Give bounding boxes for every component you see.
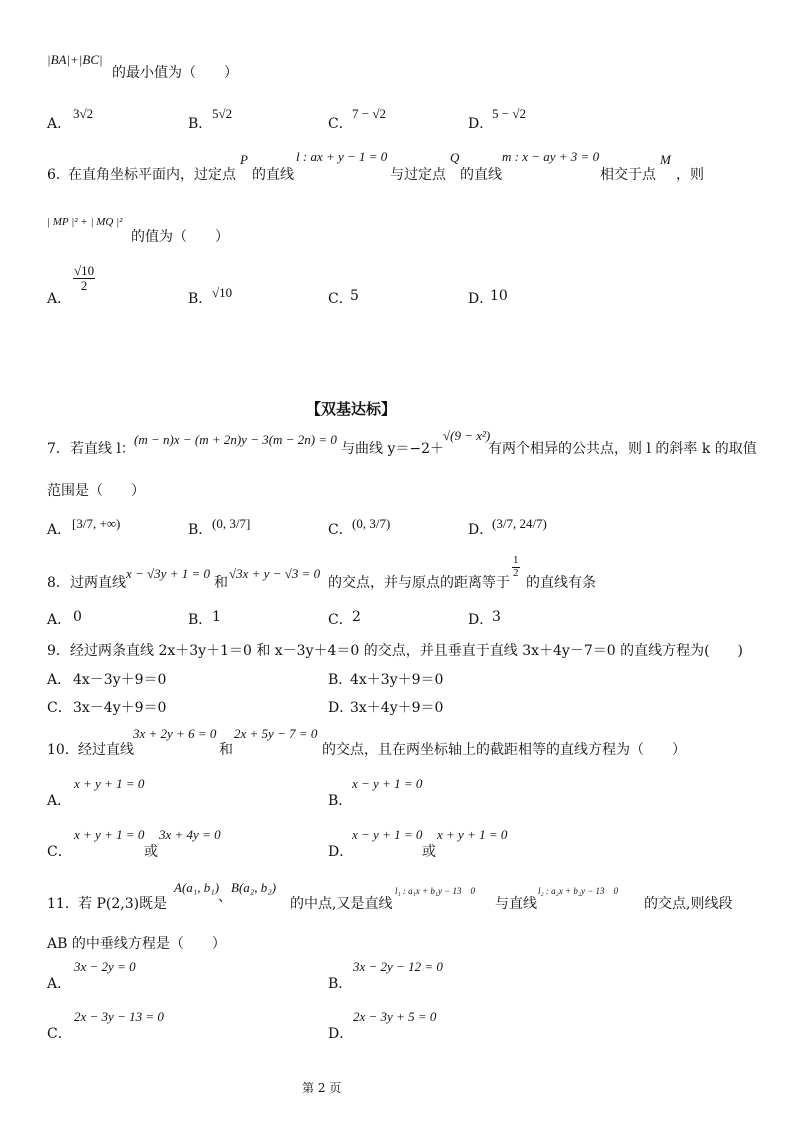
- q8-distance-denominator: 2: [513, 566, 519, 579]
- q10-option-c-value-2: 3x + 4y = 0: [159, 827, 221, 842]
- q7-option-b-label: B．: [188, 522, 213, 538]
- q6-point-q: Q: [450, 150, 460, 165]
- q11-option-b-label: B．: [328, 976, 353, 992]
- q8-text-4: 的直线有条: [526, 575, 596, 591]
- q7-text-2: 与曲线 y＝−2＋: [341, 441, 444, 457]
- q7-option-d-value: (3/7, 24/7): [492, 516, 547, 531]
- q11-point-b: B(a₂, b₂): [231, 880, 277, 895]
- q8-distance: [512, 555, 520, 579]
- q6-text-6: ，则: [676, 167, 704, 183]
- q7-option-c-value: (0, 3/7): [352, 516, 391, 531]
- q6-option-a-numerator: √10: [74, 263, 95, 278]
- q10-line-2: 2x + 5y − 7 = 0: [234, 726, 318, 741]
- q7-option-a-value: [3/7, +∞): [72, 516, 121, 531]
- q10-option-b-label: B．: [328, 793, 353, 809]
- q8-option-d-label: D．: [468, 612, 494, 628]
- q6-number: 6．: [47, 167, 70, 183]
- q11-option-c-label: C．: [47, 1026, 72, 1042]
- q9-option-d-label: D．: [328, 700, 354, 716]
- q10-option-d-label: D．: [328, 844, 354, 860]
- q6-text-7: 的值为（ ）: [131, 229, 229, 245]
- q6-option-c-value: 5: [350, 288, 359, 304]
- q8-option-d-value: 3: [492, 609, 501, 625]
- q7-text-4: 范围是（ ）: [47, 483, 145, 499]
- q11-point-a: A(a₁, b₁): [174, 880, 220, 895]
- q10-text-2: 和: [219, 742, 233, 758]
- q9-option-b-value: 4x＋3y＋9＝0: [350, 672, 444, 688]
- q11-line-2: l₂ : a₂x + b₂y − 13 0: [538, 886, 619, 896]
- q6-point-p: P: [240, 152, 248, 167]
- q6-option-d-value: 10: [490, 288, 508, 304]
- q10-option-d-or: 或: [422, 844, 436, 860]
- section-title: 【双基达标】: [306, 400, 397, 418]
- q8-option-c-label: C．: [328, 612, 353, 628]
- q6-option-b-label: B．: [188, 291, 213, 307]
- q6-text-3: 与过定点: [390, 167, 446, 183]
- q8-option-b-label: B．: [188, 612, 213, 628]
- q6-option-a-denominator: 2: [80, 277, 88, 293]
- q11-text-3: 与直线: [495, 896, 537, 912]
- q8-number: 8．: [47, 575, 70, 591]
- q6-point-m: M: [660, 152, 671, 167]
- q8-text-2: 和: [214, 575, 228, 591]
- q9-option-c-value: 3x－4y＋9＝0: [73, 700, 167, 716]
- q6-option-a-label: A．: [47, 291, 72, 307]
- q10-option-d-value-2: x + y + 1 = 0: [437, 827, 508, 842]
- q9-number: 9．: [47, 643, 70, 659]
- q10-option-c-label: C．: [47, 844, 72, 860]
- q6-text-5: 相交于点: [600, 167, 656, 183]
- q7-option-b-value: (0, 3/7]: [212, 516, 251, 531]
- q6-option-a-value: [73, 264, 95, 292]
- q7-curve: √(9 − x²): [443, 428, 491, 443]
- q6-text-4: 的直线: [460, 167, 502, 183]
- q11-text-5: AB 的中垂线方程是（ ）: [47, 936, 226, 952]
- q10-line-1: 3x + 2y + 6 = 0: [133, 726, 217, 741]
- q10-option-a-value: x + y + 1 = 0: [74, 776, 145, 791]
- q9-option-c-label: C．: [47, 700, 72, 716]
- q6-option-b-value: √10: [212, 285, 233, 300]
- q10-option-a-label: A．: [47, 793, 72, 809]
- q9-text: 经过两条直线 2x＋3y＋1＝0 和 x－3y＋4＝0 的交点，并且垂直于直线 3x＋4y－7＝0 的直线方程为( ): [70, 643, 744, 659]
- q8-option-c-value: 2: [352, 609, 361, 625]
- q7-number: 7．: [47, 441, 70, 457]
- q8-option-b-value: 1: [212, 609, 221, 625]
- q7-option-d-label: D．: [468, 522, 494, 538]
- q11-line-1: l₁ : a₁x + b₁y − 13 0: [395, 886, 476, 896]
- q11-number: 11．: [47, 896, 79, 912]
- q8-distance-numerator: 1: [513, 554, 519, 566]
- q9-option-a-value: 4x－3y＋9＝0: [73, 672, 167, 688]
- q9-option-d-value: 3x＋4y＋9＝0: [350, 700, 444, 716]
- q10-option-c-value: x + y + 1 = 0: [74, 827, 145, 842]
- q11-option-d-label: D．: [328, 1026, 354, 1042]
- page-footer: 第 2 页: [302, 1081, 342, 1095]
- q10-text-3: 的交点，且在两坐标轴上的截距相等的直线方程为（ ）: [322, 742, 686, 758]
- q8-line-1: x − √3y + 1 = 0: [126, 566, 210, 581]
- q5-expression: |BA|+|BC|: [47, 52, 103, 67]
- q11-option-a-value: 3x − 2y = 0: [74, 959, 136, 974]
- q8-text-1: 过两直线: [70, 575, 126, 591]
- q5-option-a-label: A．: [47, 116, 72, 132]
- q5-option-d-label: D．: [468, 116, 494, 132]
- q7-text-3: 有两个相异的公共点，则 l 的斜率 k 的取值: [488, 441, 757, 457]
- q5-option-d-value: 5 − √2: [492, 106, 526, 121]
- q10-option-d-value: x − y + 1 = 0: [352, 827, 423, 842]
- q11-text-2: 的中点,又是直线: [290, 896, 393, 912]
- q6-line-l: l : ax + y − 1 = 0: [296, 149, 388, 164]
- q7-line-equation: (m − n)x − (m + 2n)y − 3(m − 2n) = 0: [134, 432, 337, 447]
- q6-text-1: 在直角坐标平面内，过定点: [68, 167, 236, 183]
- q8-option-a-value: 0: [73, 609, 82, 625]
- q10-text-1: 经过直线: [78, 742, 134, 758]
- q9-option-b-label: B．: [328, 672, 353, 688]
- q7-option-c-label: C．: [328, 522, 353, 538]
- q11-text-1: 若 P(2,3)既是: [78, 896, 168, 912]
- q8-text-3: 的交点，并与原点的距离等于: [328, 575, 510, 591]
- q5-option-b-label: B．: [188, 116, 213, 132]
- q11-option-d-value: 2x − 3y + 5 = 0: [353, 1009, 437, 1024]
- q8-option-a-label: A．: [47, 612, 72, 628]
- q5-option-a-value: 3√2: [73, 106, 94, 121]
- q11-option-a-label: A．: [47, 976, 72, 992]
- q10-option-c-or: 或: [144, 844, 158, 860]
- q5-option-b-value: 5√2: [212, 106, 233, 121]
- q8-line-2: √3x + y − √3 = 0: [229, 566, 321, 581]
- q6-option-c-label: C．: [328, 291, 353, 307]
- q9-option-a-label: A．: [47, 672, 72, 688]
- q11-option-b-value: 3x − 2y − 12 = 0: [353, 959, 443, 974]
- q5-option-c-value: 7 − √2: [352, 106, 386, 121]
- q5-option-c-label: C．: [328, 116, 353, 132]
- q10-option-b-value: x − y + 1 = 0: [352, 776, 423, 791]
- q7-option-a-label: A．: [47, 522, 72, 538]
- q11-option-c-value: 2x − 3y − 13 = 0: [74, 1009, 164, 1024]
- q11-text-4: 的交点,则线段: [644, 896, 733, 912]
- q6-line-m: m : x − ay + 3 = 0: [502, 149, 600, 164]
- q6-expression: | MP |² + | MQ |²: [47, 216, 123, 228]
- q6-option-d-label: D．: [468, 291, 494, 307]
- q5-text: 的最小值为（ ）: [112, 65, 238, 81]
- q6-text-2: 的直线: [252, 167, 294, 183]
- q7-text-1: 若直线 l：: [70, 441, 135, 457]
- q11-separator: 、: [218, 889, 232, 905]
- q10-number: 10．: [47, 742, 79, 758]
